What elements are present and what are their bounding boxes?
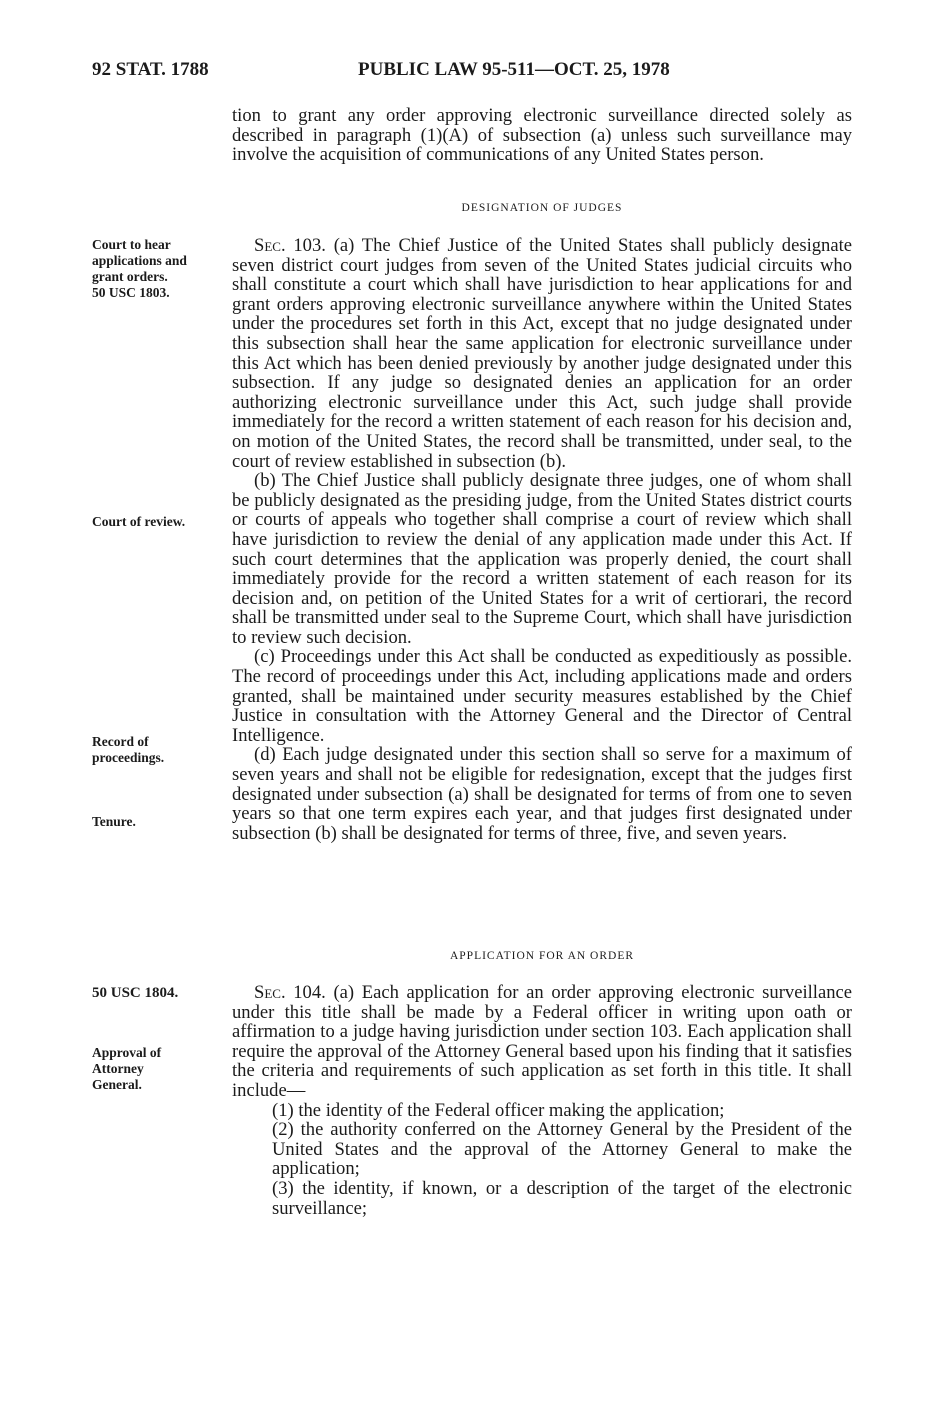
sec104-paragraph-a <box>232 983 852 1101</box>
intro-paragraph: tion to grant any order approving electronic surveillance directed solely as described in paragraph (1)(A) of subsection (a) unless such surveillance may involve the acquisition of communications of any United States person. <box>232 105 852 166</box>
sec104-label: Sec. 104. <box>254 982 326 1003</box>
section-heading-designation: DESIGNATION OF JUDGES <box>461 202 623 214</box>
margin-note-court-review: Court of review. <box>92 514 186 529</box>
sec103-label: Sec. 103. <box>254 235 326 256</box>
sec103-a-text: (a) The Chief Justice of the United States shall publicly designate seven district court judges from seven of the United States judicial circuits who shall constitute a court which shall have jurisdiction to hear applications for and grant orders approving electronic surveillance anywhere within the United States under the procedures set forth in this Act, except that no judge designated under this subsection shall hear the same application for electronic surveillance under this Act which has been denied previously by another judge designated under this subsection. If any judge so designated denies an application for an order authorizing electronic surveillance under this Act, such judge shall provide immediately for the record a written statement of each reason for his decision and, on motion of the United States, the record shall be transmitted, under seal, to the court of review established in subsection (b). <box>232 235 853 472</box>
margin-note-tenure: Tenure. <box>92 814 136 829</box>
intro-block <box>232 106 852 165</box>
section-heading-application: APPLICATION FOR AN ORDER <box>449 950 635 962</box>
margin-note-record: Record of proceedings. <box>92 734 165 765</box>
margin-note-approval: Approval of Attorney General. <box>92 1045 162 1092</box>
sec103-paragraph-d: (d) Each judge designated under this section shall so serve for a maximum of seven years and shall not be eligible for redesignation, except that the judges first designated under subsection (a) shall be designated for terms of from one to seven years so that one term expires each year, and that judges first designated under subsection (b) shall be designated for terms of three, five, and seven years. <box>232 744 852 844</box>
sec104-item-2: (2) the authority conferred on the Attorney General by the President of the United States and the approval of the Attorney General to make the application; <box>272 1119 852 1180</box>
margin-note-usc1804: 50 USC 1804. <box>92 985 179 1001</box>
sec104-a-text: (a) Each application for an order approving electronic surveillance under this title shall be made by a Federal officer in writing upon oath or affirmation to a judge having jurisdiction under section 103. Each application shall require the approval of the Attorney General based upon his finding that it satisfies the criteria and requirements of such application as set forth in this title. It shall include— <box>232 982 852 1101</box>
section-104 <box>232 983 852 1218</box>
sec104-item-1: (1) the identity of the Federal officer making the application; <box>272 1099 725 1121</box>
sec103-paragraph-a <box>232 236 852 471</box>
running-header-stat: 92 STAT. 1788 <box>92 59 209 80</box>
section-103 <box>232 236 852 843</box>
running-header-law: PUBLIC LAW 95-511—OCT. 25, 1978 <box>358 59 670 80</box>
sec103-paragraph-b: (b) The Chief Justice shall publicly designate three judges, one of whom shall be publicly designated as the presiding judge, from the United States district courts or courts of appeals who together shall comprise a court of review which shall have jurisdiction to review the denial of any application made under this Act. If such court determines that the application was properly denied, the court shall immediately provide for the record a written statement of each reason for its decision and, on petition of the United States for a writ of certiorari, the record shall be transmitted under seal to the Supreme Court, which shall have jurisdiction to review such decision. <box>232 470 852 648</box>
sec104-item-3: (3) the identity, if known, or a description of the target of the electronic surveillance; <box>272 1177 852 1219</box>
sec103-paragraph-c: (c) Proceedings under this Act shall be conducted as expeditiously as possible. The record of proceedings under this Act, including applications made and orders granted, shall be maintained under security measures established by the Chief Justice in consultation with the Attorney General and the Director of Central Intelligence. <box>232 646 852 746</box>
margin-note-court-hear: Court to hear applications and grant orders. 50 USC 1803. <box>92 237 187 300</box>
